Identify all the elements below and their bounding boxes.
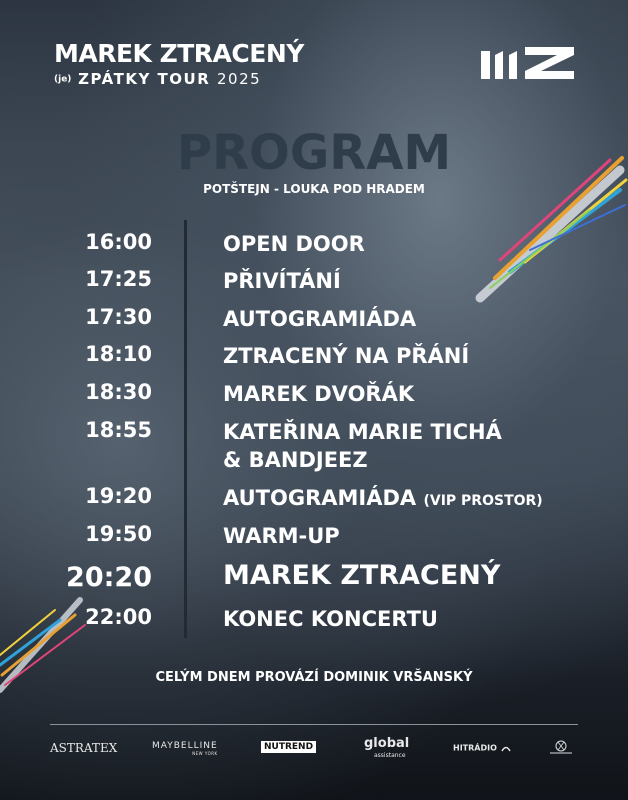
schedule-act: WARM-UP [223,524,340,548]
schedule-act [223,484,543,515]
sponsor-hitradio-logo [453,743,512,753]
mz-logo-icon [481,47,574,79]
global-subtext: assistance [374,752,406,759]
venue-subtitle: POTŠTEJN - LOUKA POD HRADEM [203,182,425,196]
schedule-time: 17:30 [85,305,152,329]
schedule-time: 16:00 [85,230,152,254]
schedule-act: MAREK ZTRACENÝ [223,560,501,591]
brand-block [54,40,304,88]
schedule-divider [184,220,187,638]
schedule-act: AUTOGRAMIÁDA [223,307,417,331]
schedule-act-line2: & BANDJEEZ [223,448,368,472]
sponsor-emblem-icon [546,738,576,756]
artist-name: MAREK ZTRACENÝ [54,39,304,68]
schedule-act-note: (VIP PROSTOR) [423,493,543,509]
tour-title: ZPÁTKY TOUR [78,70,211,88]
radio-wave-icon [500,743,512,753]
sponsor-maybelline-logo [152,741,218,756]
tour-year: 2025 [216,70,262,88]
sponsor-global-logo [364,738,409,762]
maybelline-text: MAYBELLINE [152,741,218,751]
schedule-act: ZTRACENÝ NA PŘÁNÍ [223,344,470,368]
schedule-time: 19:50 [85,522,152,546]
sponsor-nutrend-logo: NUTREND [261,741,316,753]
schedule-time: 20:20 [66,562,152,593]
tour-prefix: (je) [54,74,72,85]
sponsor-astratex-logo: ASTRATEX [50,741,118,755]
schedule-act: KONEC KONCERTU [223,607,438,631]
footer-divider [50,724,578,725]
host-note: CELÝM DNEM PROVÁZÍ DOMINIK VRŠANSKÝ [155,670,473,685]
schedule-time: 19:20 [85,484,152,508]
schedule-time: 22:00 [85,605,152,629]
page-title: PROGRAM [176,125,452,181]
schedule-time: 18:10 [85,342,152,366]
global-text: global [364,736,410,751]
schedule-act-label: AUTOGRAMIÁDA [223,486,417,510]
schedule-time: 18:30 [85,380,152,404]
hitradio-text: HITRÁDIO [453,743,497,753]
schedule-time: 18:55 [85,418,152,442]
schedule-act: OPEN DOOR [223,232,365,256]
schedule-act [223,418,502,474]
schedule-time: 17:25 [85,267,152,291]
maybelline-subtext: NEW YORK [192,751,218,756]
schedule-act: MAREK DVOŘÁK [223,382,415,406]
schedule-act-line1: KATEŘINA MARIE TICHÁ [223,420,502,444]
tour-name [54,70,304,88]
schedule-act: PŘIVÍTÁNÍ [223,269,341,293]
